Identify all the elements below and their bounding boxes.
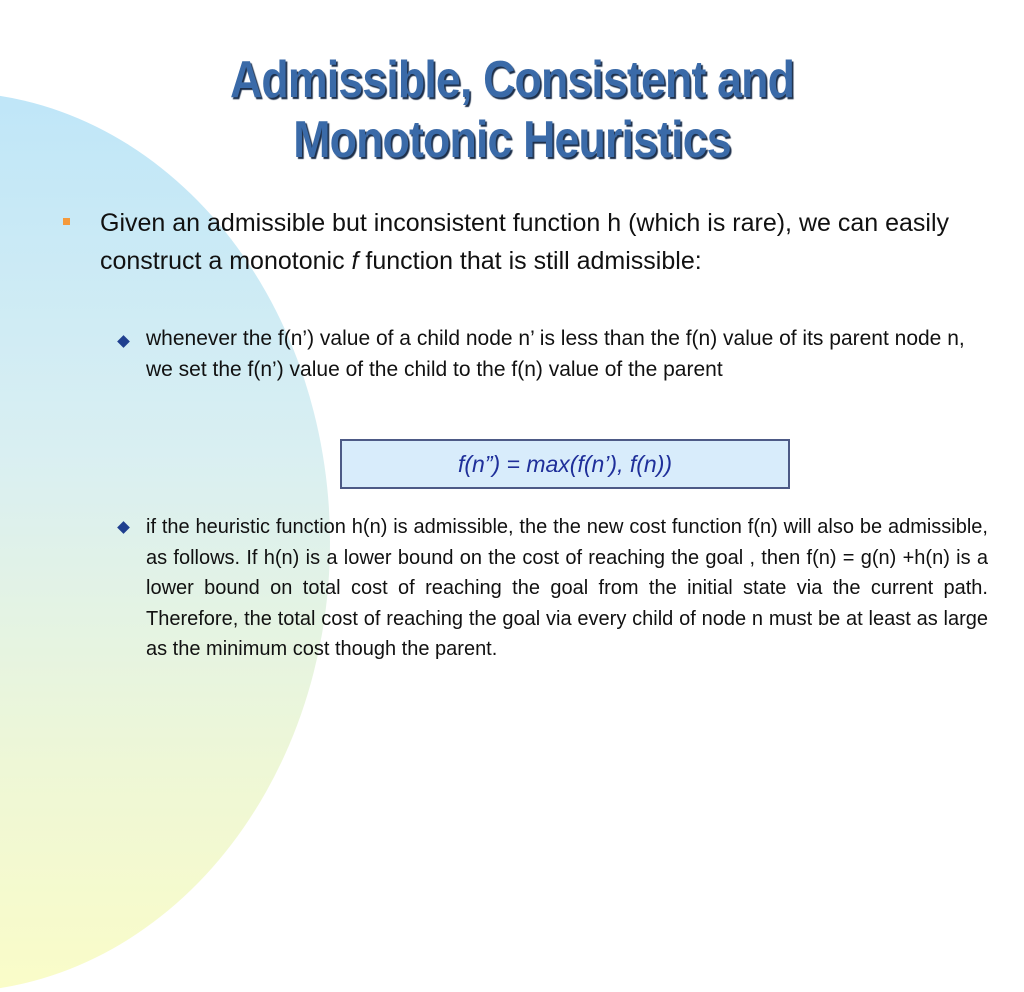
main-bullet-text	[100, 204, 980, 280]
diamond-bullet-icon	[117, 335, 130, 348]
formula-box	[340, 439, 790, 489]
formula-text: f(n”) = max(f(n’), f(n))	[457, 450, 673, 477]
sub-bullet-1-text: whenever the f(n’) value of a child node n’ is less than the f(n) value of its parent node n, we set the f(n’) value of the child to the f(n) value of the parent	[146, 327, 965, 381]
bullet1-italic-f: f	[351, 247, 359, 275]
bullet1-text-a: Given an admissible but inconsistent function h (which is rare), we can easily construct a monotonic	[100, 209, 950, 275]
title-line-2: Monotonic Heuristics	[293, 111, 731, 169]
diamond-bullet-icon	[117, 521, 130, 534]
sub-bullet-2-text: if the heuristic function h(n) is admissible, the the new cost function f(n) will also be admissible, as follows. If h(n) is a lower bound on the cost of reaching the goal , then f(n) = g(n) +h(n) is a lower bound on total cost of reaching the goal from the initial state via the current path. Therefore, the total cost of reaching the goal via every child of node n must be at least as large as the minimum cost though the parent.	[146, 516, 988, 660]
square-bullet-icon	[63, 218, 70, 225]
title-line-1: Admissible, Consistent and	[229, 51, 795, 109]
bullet1-text-b: function that is still admissible:	[358, 247, 702, 275]
slide-title	[72, 50, 953, 170]
